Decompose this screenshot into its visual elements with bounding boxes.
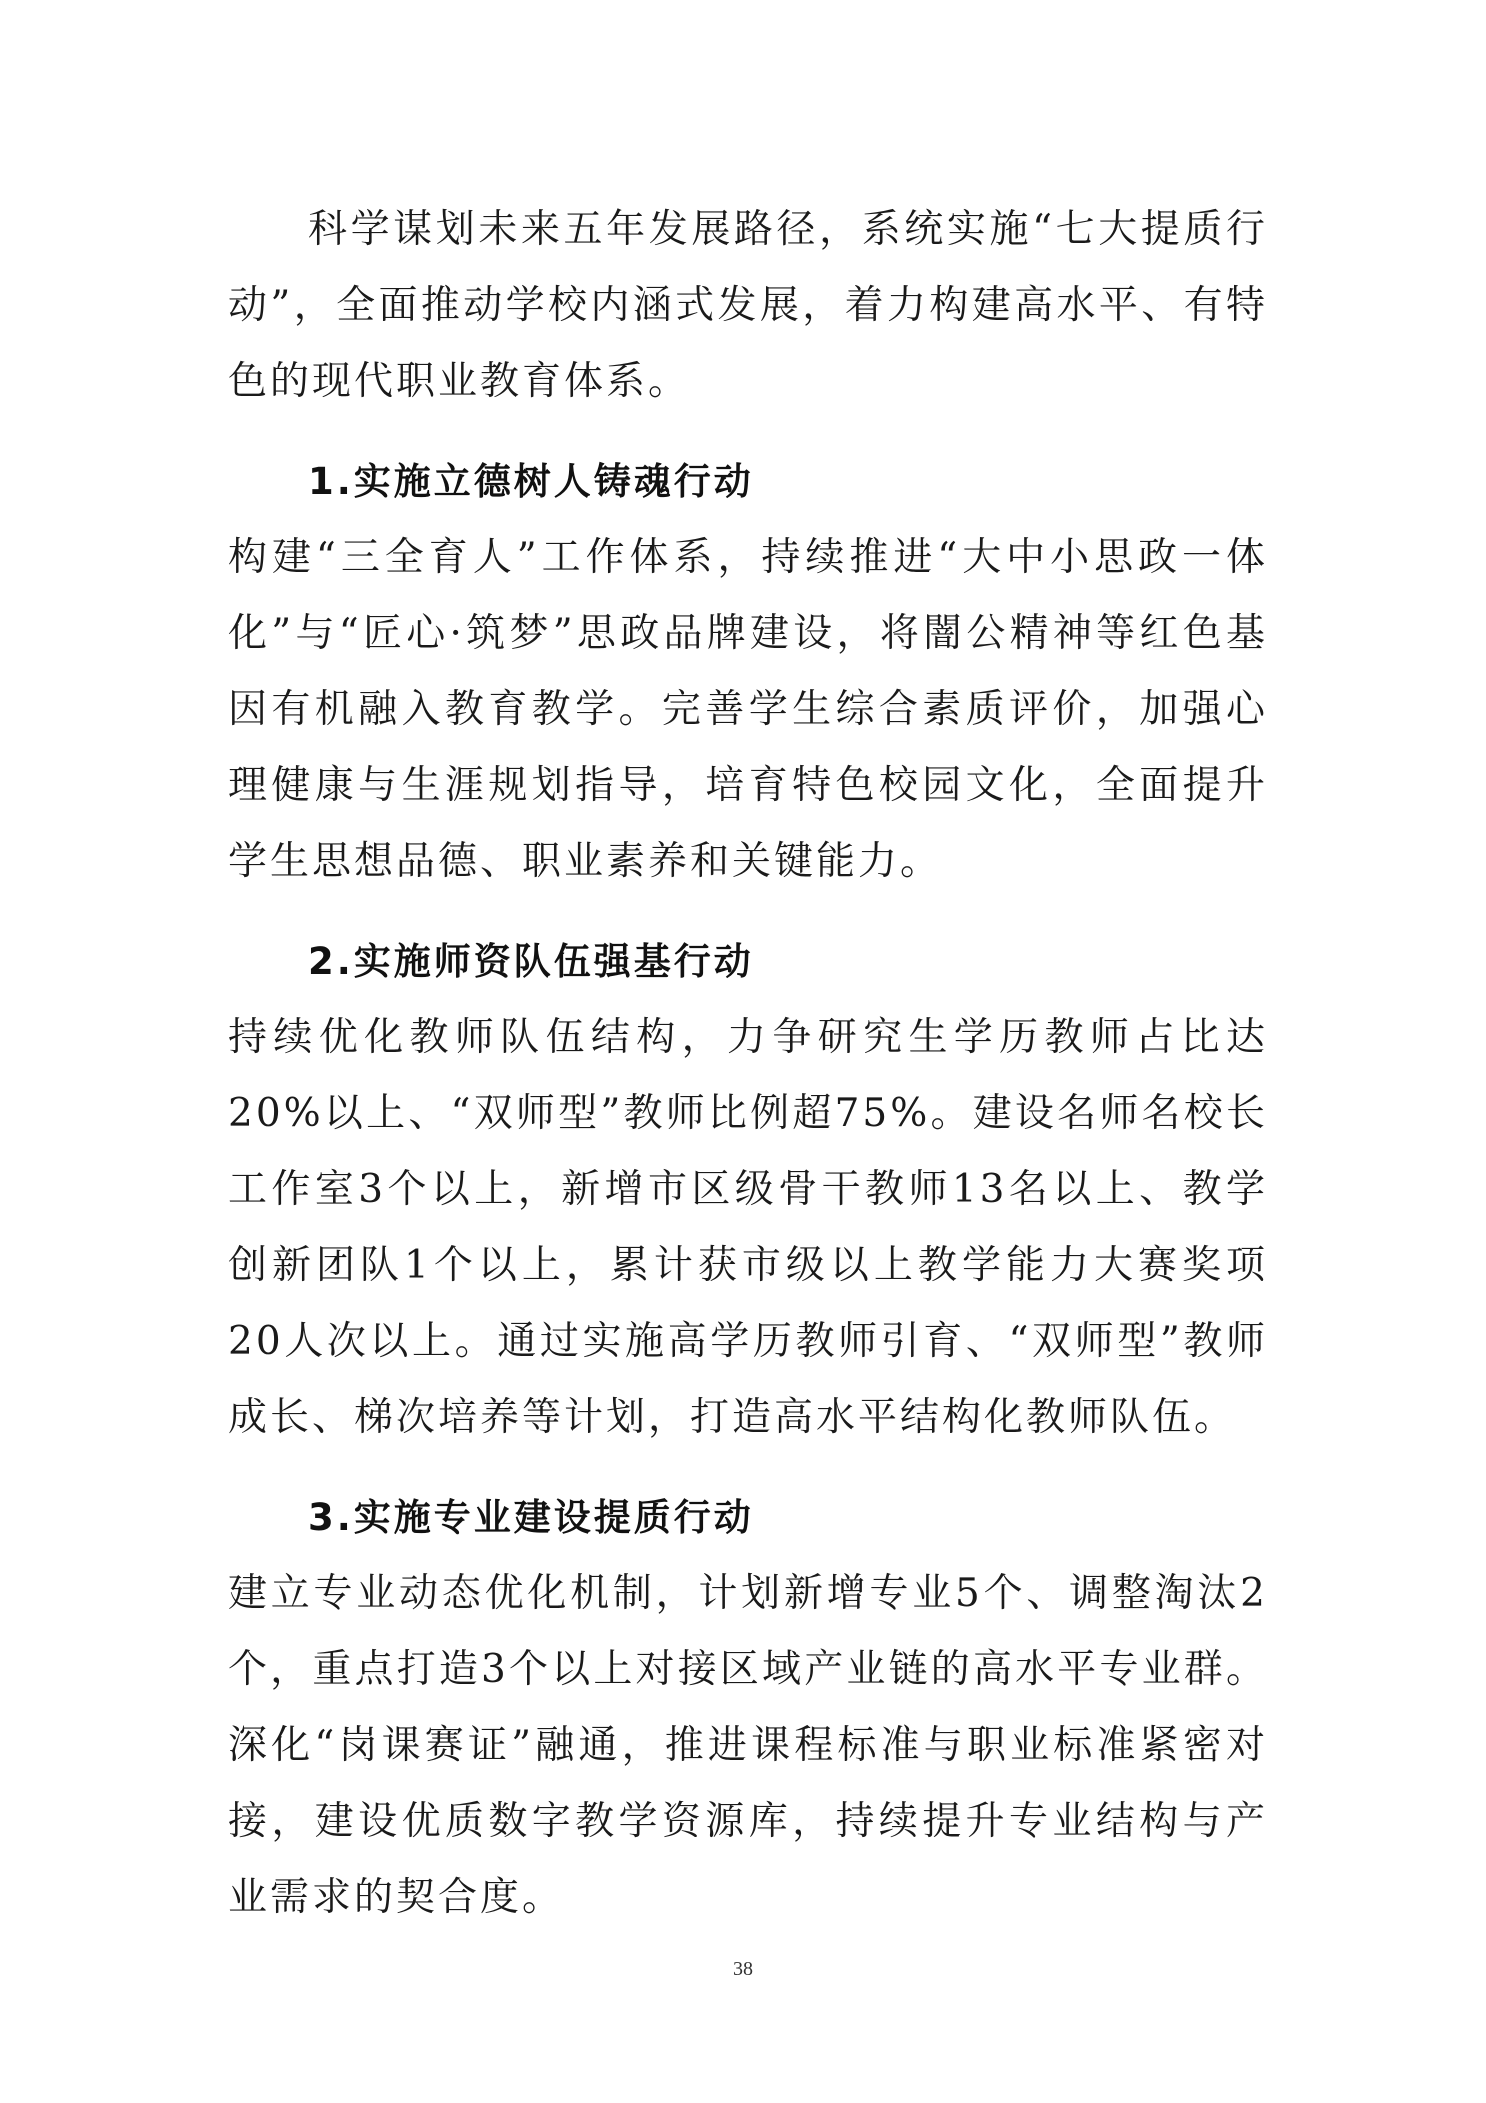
section-1-heading: 1.实施立德树人铸魂行动 (308, 460, 754, 503)
section-2-heading: 2.实施师资队伍强基行动 (308, 940, 754, 983)
section-2-paragraph: 持续优化教师队伍结构，力争研究生学历教师占比达20%以上、“双师型”教师比例超75%。建设名师名校长工作室3个以上，新增市区级骨干教师13名以上、教学创新团队1个以上，累计获市级以上教学能力大赛奖项20人次以上。通过实施高学历教师引育、“双师型”教师成长、梯次培养等计划，打造高水平结构化教师队伍。 (228, 1015, 1268, 1440)
page-number: 38 (733, 1958, 753, 1980)
intro-paragraph: 科学谋划未来五年发展路径，系统实施“七大提质行动”，全面推动学校内涵式发展，着力构建高水平、有特色的现代职业教育体系。 (228, 207, 1268, 404)
section-1-paragraph: 构建“三全育人”工作体系，持续推进“大中小思政一体化”与“匠心·筑梦”思政品牌建设，将闇公精神等红色基因有机融入教育教学。完善学生综合素质评价，加强心理健康与生涯规划指导，培育特色校园文化，全面提升学生思想品德、职业素养和关键能力。 (228, 535, 1268, 884)
section-3-paragraph: 建立专业动态优化机制，计划新增专业5个、调整淘汰2个，重点打造3个以上对接区域产业链的高水平专业群。深化“岗课赛证”融通，推进课程标准与职业标准紧密对接，建设优质数字教学资源库，持续提升专业结构与产业需求的契合度。 (228, 1571, 1268, 1920)
section-3-heading: 3.实施专业建设提质行动 (308, 1496, 754, 1539)
page-content (228, 192, 1268, 1936)
